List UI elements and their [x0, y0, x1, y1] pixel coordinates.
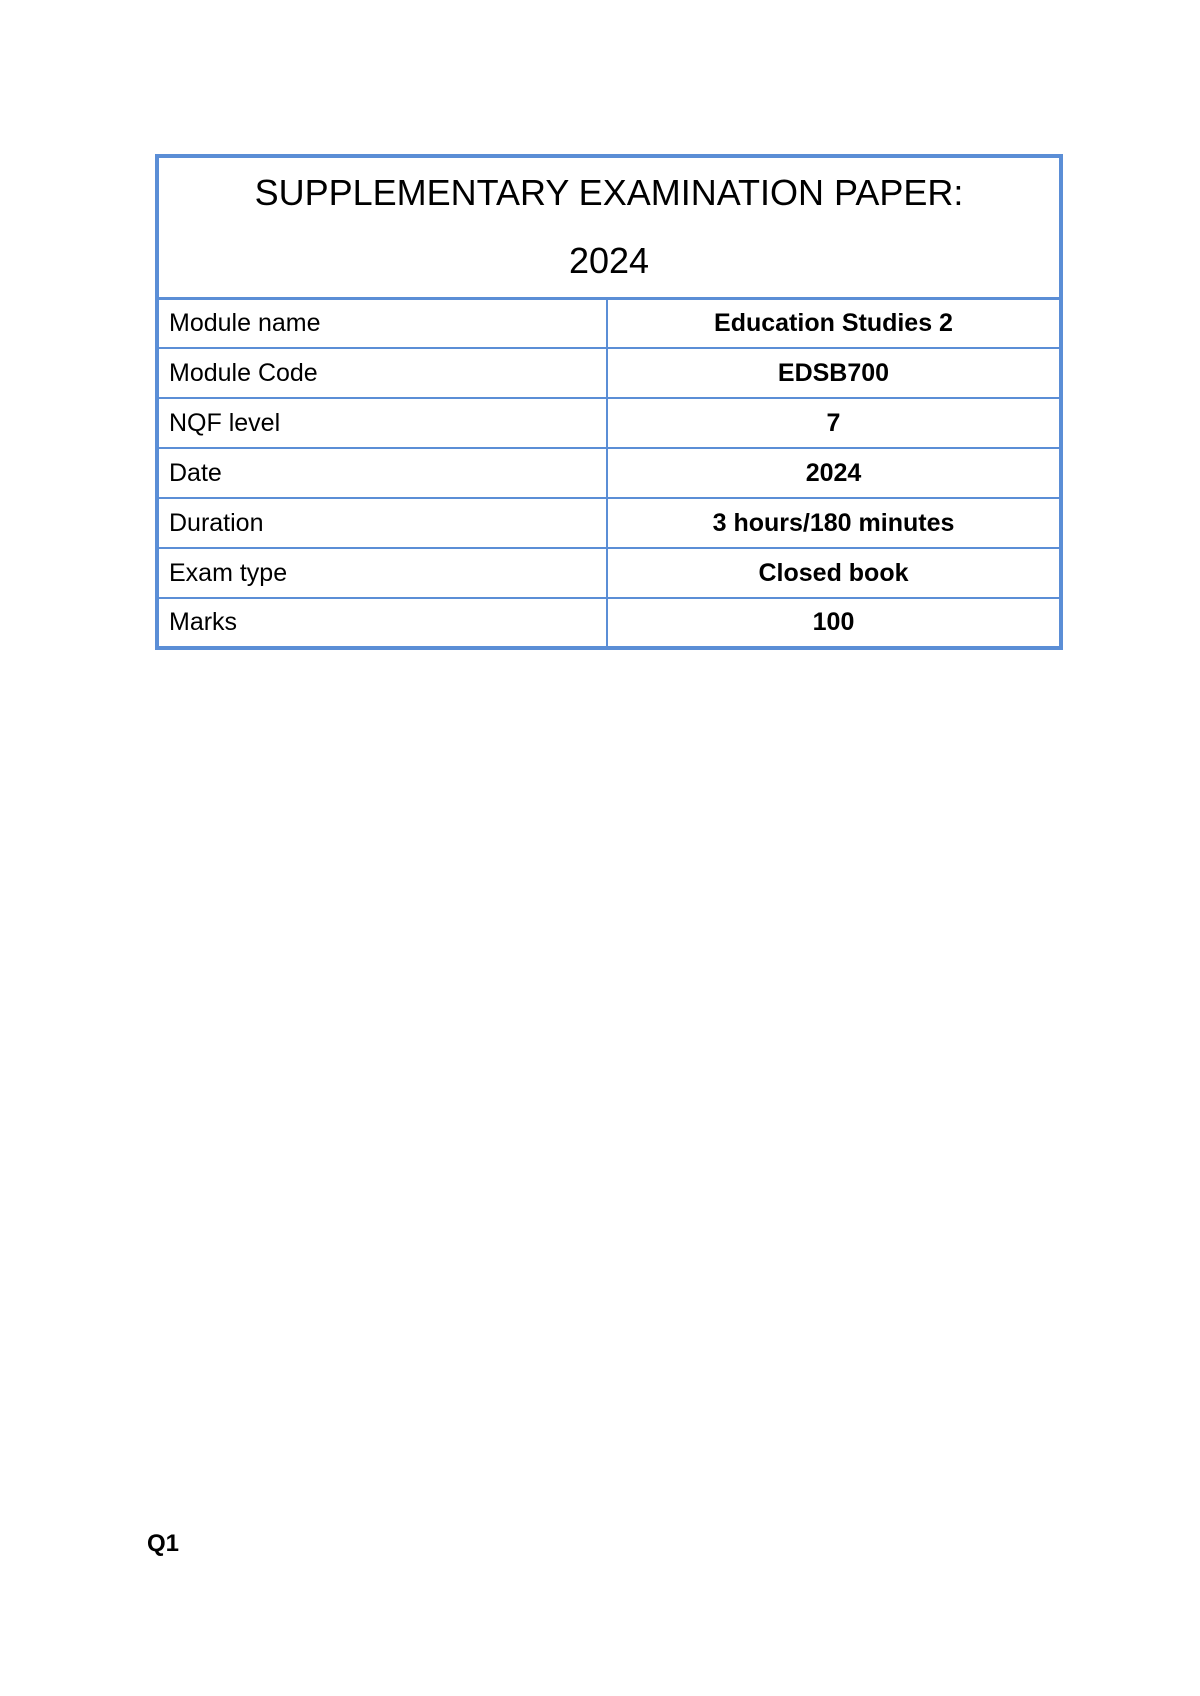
detail-label: Marks [157, 598, 607, 648]
detail-value: Education Studies 2 [607, 298, 1061, 348]
detail-label: Exam type [157, 548, 607, 598]
detail-label: NQF level [157, 398, 607, 448]
detail-row-duration [157, 498, 1061, 548]
detail-row-exam-type [157, 548, 1061, 598]
detail-row-module-code [157, 348, 1061, 398]
detail-value: 2024 [607, 448, 1061, 498]
detail-row-marks [157, 598, 1061, 648]
question-number: Q1 [147, 1530, 180, 1557]
detail-value: 7 [607, 398, 1061, 448]
detail-row-module-name [157, 298, 1061, 348]
detail-value: 100 [607, 598, 1061, 648]
exam-details-table [155, 154, 1063, 650]
detail-value: Closed book [607, 548, 1061, 598]
detail-row-date [157, 448, 1061, 498]
detail-label: Duration [157, 498, 607, 548]
detail-value: EDSB700 [607, 348, 1061, 398]
detail-row-nqf-level [157, 398, 1061, 448]
detail-value: 3 hours/180 minutes [607, 498, 1061, 548]
exam-title-year: 2024 [568, 240, 650, 282]
exam-title [157, 156, 1061, 298]
detail-label: Module name [157, 298, 607, 348]
exam-title-line1: SUPPLEMENTARY EXAMINATION PAPER: [254, 172, 964, 214]
detail-label: Date [157, 448, 607, 498]
detail-label: Module Code [157, 348, 607, 398]
